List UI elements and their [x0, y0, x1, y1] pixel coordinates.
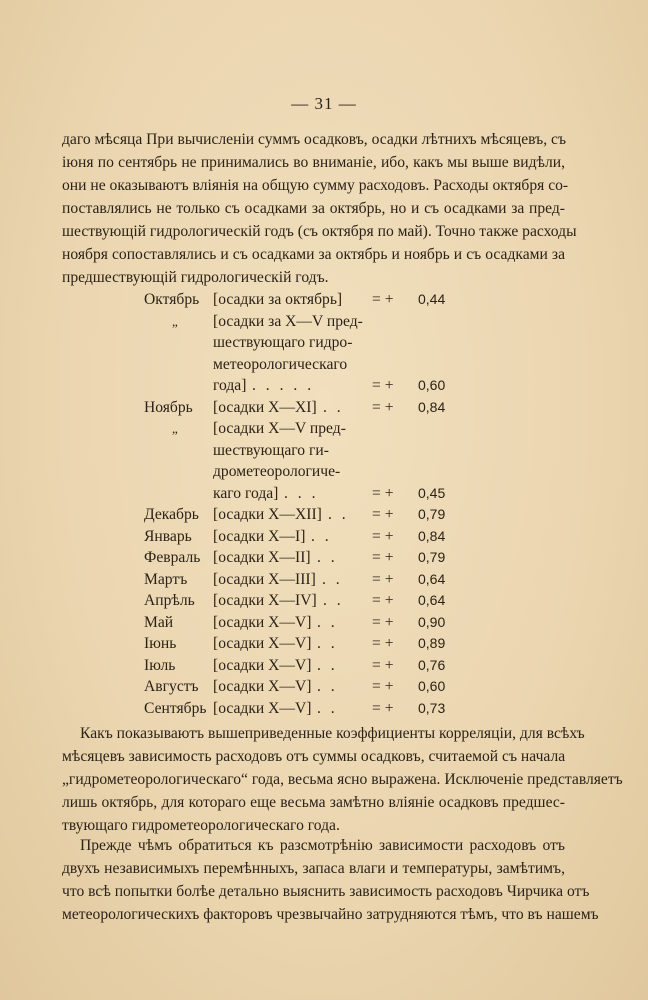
text-line: твующаго гидрометеорологическаго года. — [62, 817, 340, 834]
month-label: Декабрь — [144, 506, 199, 523]
text-line: метеорологическихъ факторовъ чрезвычайно затрудняются тѣмъ, что въ нашемъ — [62, 906, 599, 923]
precipitation-period: [осадки X—I] — [213, 527, 306, 545]
leader-dots: . . — [323, 592, 344, 609]
precipitation-period: [осадки X—V] — [213, 656, 312, 674]
correlation-row — [142, 461, 462, 483]
correlation-value: 0,84 — [418, 527, 446, 544]
leader-dots: . . — [322, 570, 343, 588]
month-label: Сентябрь — [144, 699, 207, 717]
correlation-value: 0,76 — [418, 656, 446, 673]
precipitation-period: года] — [213, 377, 247, 394]
leader-dots: . . — [328, 506, 349, 523]
equals-sign: = + — [372, 291, 394, 308]
correlation-row — [142, 311, 462, 333]
text-line: что всѣ попытки болѣе детально выяснить зависимость расходовъ Чирчика отъ — [62, 883, 590, 900]
correlation-row — [142, 504, 462, 526]
correlation-row — [142, 676, 462, 698]
equals-sign: = + — [372, 699, 394, 717]
correlation-value: 0,79 — [418, 506, 446, 522]
correlation-value: 0,84 — [418, 398, 446, 415]
precipitation-period: [осадки X—XII] — [213, 506, 322, 523]
precipitation-period: [осадки X—II] — [213, 549, 311, 566]
month-label: Май — [144, 613, 174, 631]
month-label: „ — [172, 313, 178, 329]
month-label: Февраль — [144, 549, 201, 566]
precipitation-period: дрометеорологиче- — [213, 463, 341, 480]
correlation-value: 0,89 — [418, 635, 446, 651]
precipitation-period: [осадки за октябрь] — [213, 291, 343, 308]
equals-sign: = + — [372, 549, 394, 566]
equals-sign: = + — [372, 613, 394, 631]
text-line: Какъ показываютъ вышеприведенные коэффициенты корреляціи, для всѣхъ — [80, 725, 585, 742]
text-line: даго мѣсяца При вычисленіи суммъ осадковъ, осадки лѣтнихъ мѣсяцевъ, съ — [62, 131, 567, 148]
precipitation-period: шествующаго ги- — [213, 441, 329, 459]
equals-sign: = + — [372, 484, 394, 502]
equals-sign: = + — [372, 635, 394, 652]
leader-dots: . . — [323, 398, 344, 416]
correlation-value: 0,73 — [418, 699, 446, 716]
equals-sign: = + — [372, 377, 394, 394]
correlation-value: 0,60 — [418, 377, 446, 393]
month-label: Октябрь — [144, 291, 200, 308]
month-label: Мартъ — [144, 570, 188, 588]
correlation-row — [142, 397, 462, 419]
page-number: — 31 — — [291, 94, 357, 113]
correlation-row — [142, 289, 462, 311]
precipitation-period: [осадки X—V] — [213, 635, 312, 652]
month-label: Январь — [144, 527, 192, 545]
leader-dots: . . — [317, 678, 338, 695]
precipitation-period: [осадки X—III] — [213, 570, 316, 588]
correlation-row — [142, 375, 462, 397]
precipitation-period: [осадки X—XI] — [213, 398, 317, 416]
correlation-row — [142, 612, 462, 634]
text-line: мѣсяцевъ зависимость расходовъ отъ суммы осадковъ, считаемой съ начала — [62, 748, 566, 765]
month-label: Ноябрь — [144, 398, 193, 416]
correlation-row — [142, 569, 462, 591]
paragraph-conclusion — [62, 722, 623, 837]
text-line: они не оказываютъ вліянія на общую сумму расходовъ. Расходы октября со- — [62, 177, 569, 194]
equals-sign: = + — [372, 527, 394, 545]
text-line: шествующій гидрологическій годъ (съ октября по май). Точно также расходы — [62, 223, 577, 240]
equals-sign: = + — [372, 592, 394, 609]
month-label: Апрѣль — [144, 592, 195, 609]
precipitation-period: метеорологическаго — [213, 355, 348, 373]
leader-dots: . . . . . — [252, 377, 315, 394]
paragraph-intro — [62, 128, 577, 289]
correlation-row — [142, 526, 462, 548]
correlation-value: 0,44 — [418, 291, 446, 307]
month-label: Августъ — [144, 678, 199, 695]
correlation-value: 0,45 — [418, 484, 446, 501]
text-line: поставлялись не только съ осадками за октябрь, но и съ осадками за пред- — [62, 200, 565, 217]
precipitation-period: [осадки X—V] — [213, 699, 312, 717]
correlation-row — [142, 590, 462, 612]
correlation-value: 0,64 — [418, 570, 446, 587]
precipitation-period: [осадки X—V] — [213, 678, 312, 695]
correlation-row — [142, 483, 462, 505]
text-line: Прежде чѣмъ обратиться къ разсмотрѣнію зависимости расходовъ отъ — [80, 837, 565, 854]
precipitation-period: [осадки X—V пред- — [213, 420, 346, 437]
correlation-value: 0,64 — [418, 592, 446, 608]
leader-dots: . . — [317, 613, 338, 631]
precipitation-period: [осадки X—IV] — [213, 592, 317, 609]
text-line: предшествующій гидрологическій годъ. — [62, 269, 329, 286]
correlation-value: 0,79 — [418, 549, 446, 565]
month-label: „ — [172, 421, 178, 436]
equals-sign: = + — [372, 398, 394, 416]
leader-dots: . . — [317, 549, 338, 566]
correlation-row — [142, 418, 462, 440]
leader-dots: . . — [311, 527, 332, 545]
correlation-row — [142, 332, 462, 354]
correlation-value: 0,90 — [418, 613, 446, 630]
month-label: Іюль — [144, 656, 176, 674]
equals-sign: = + — [372, 656, 394, 674]
month-label: Іюнь — [144, 635, 177, 652]
precipitation-period: каго года] — [213, 484, 279, 502]
correlation-row — [142, 354, 462, 376]
correlation-row — [142, 698, 462, 720]
precipitation-period: [осадки X—V] — [213, 613, 312, 631]
leader-dots: . . — [317, 635, 338, 652]
correlation-row — [142, 655, 462, 677]
text-line: ноября сопоставлялись и съ осадками за октябрь и ноябрь и съ осадками за — [62, 246, 565, 263]
text-line: іюня по сентябрь не принимались во вниманіе, ибо, какъ мы выше видѣли, — [62, 154, 565, 171]
leader-dots: . . — [317, 699, 338, 717]
equals-sign: = + — [372, 506, 394, 523]
equals-sign: = + — [372, 678, 394, 695]
leader-dots: . . . — [284, 484, 319, 502]
paragraph-next — [62, 834, 599, 926]
leader-dots: . . — [317, 656, 338, 674]
precipitation-period: шествующаго гидро- — [213, 334, 353, 351]
correlation-table — [142, 289, 462, 719]
text-line: лишь октябрь, для котораго еще весьма замѣтно вліяніе осадковъ предшес- — [62, 794, 565, 811]
correlation-row — [142, 633, 462, 655]
text-line: двухъ независимыхъ перемѣнныхъ, запаса влаги и температуры, замѣтимъ, — [62, 860, 565, 877]
precipitation-period: [осадки за X—V пред- — [213, 312, 363, 330]
text-line: „гидрометеорологическаго“ года, весьма ясно выражена. Исключеніе представляетъ — [62, 771, 623, 788]
correlation-row — [142, 440, 462, 462]
correlation-value: 0,60 — [418, 678, 446, 694]
equals-sign: = + — [372, 570, 394, 588]
correlation-row — [142, 547, 462, 569]
